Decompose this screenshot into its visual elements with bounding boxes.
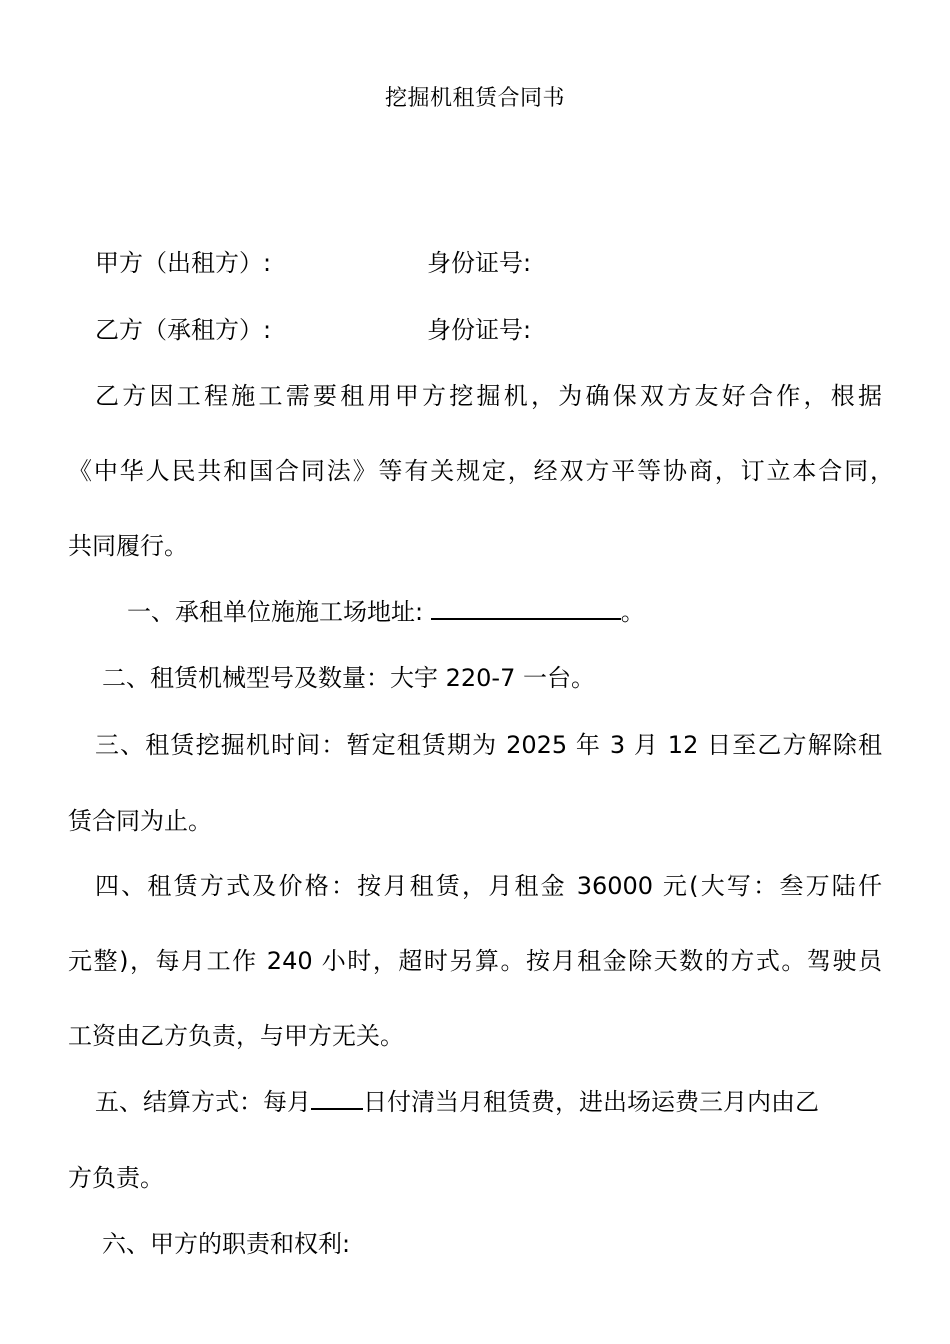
clause-5-post: 日付清当月租赁费，进出场运费三月内由乙	[363, 1088, 819, 1116]
clause-1	[127, 596, 645, 628]
clause-5-pre: 五、结算方式：每月	[95, 1088, 311, 1116]
clause-3-line-1: 三、租赁挖掘机时间：暂定租赁期为 2025 年 3 月 12 日至乙方解除租	[95, 731, 882, 759]
clause-5-line-1	[95, 1086, 819, 1118]
intro-line-1: 乙方因工程施工需要租用甲方挖掘机，为确保双方友好合作，根据	[95, 382, 882, 410]
clause-4-line-2: 元整)，每月工作 240 小时，超时另算。按月租金除天数的方式。驾驶员	[68, 947, 882, 975]
clause-3-line-2: 赁合同为止。	[68, 807, 212, 835]
clause-6-heading: 六、甲方的职责和权利:	[102, 1230, 351, 1258]
payment-day-blank	[311, 1086, 363, 1110]
intro-line-3: 共同履行。	[68, 532, 188, 560]
clause-4-line-1: 四、租赁方式及价格：按月租赁，月租金 36000 元(大写：叁万陆仟	[95, 872, 882, 900]
clause-1-end: 。	[620, 598, 645, 626]
clause-2: 二、租赁机械型号及数量：大宇 220-7 一台。	[102, 664, 595, 692]
party-a-id-label: 身份证号:	[427, 249, 532, 277]
party-b-id-label: 身份证号:	[427, 316, 532, 344]
party-b-label: 乙方（承租方）:	[95, 316, 272, 344]
clause-1-text: 一、承租单位施施工场地址:	[127, 598, 424, 626]
party-a-label: 甲方（出租方）:	[95, 249, 272, 277]
intro-line-2: 《中华人民共和国合同法》等有关规定，经双方平等协商，订立本合同，	[68, 457, 894, 485]
site-address-blank	[431, 596, 621, 620]
clause-4-line-3: 工资由乙方负责，与甲方无关。	[68, 1022, 404, 1050]
clause-5-line-2: 方负责。	[68, 1164, 164, 1192]
document-title: 挖掘机租赁合同书	[384, 86, 565, 111]
